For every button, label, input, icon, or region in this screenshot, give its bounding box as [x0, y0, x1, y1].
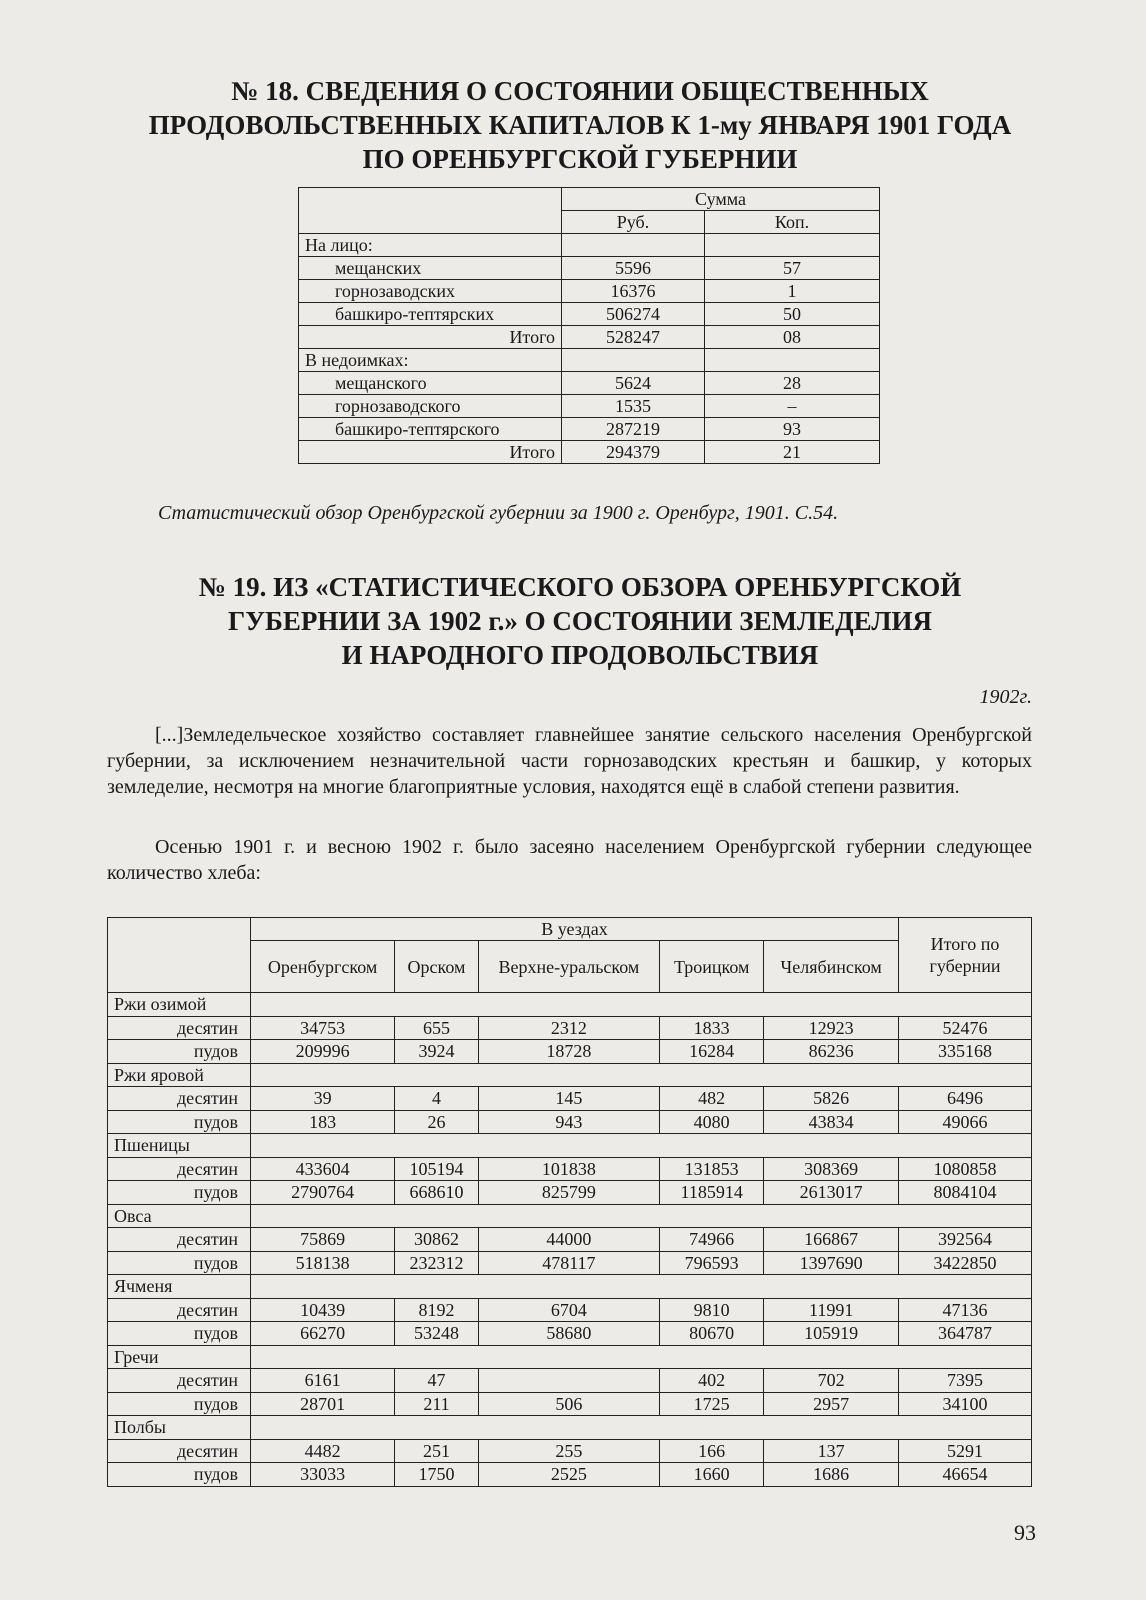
paragraph: Осенью 1901 г. и весною 1902 г. было засеяно населением Оренбургской губернии следующее количество хлеба:	[107, 836, 1032, 884]
value-cell: 166	[660, 1439, 764, 1463]
empty-cell	[660, 1345, 764, 1369]
empty-cell	[660, 1416, 764, 1440]
empty-cell	[251, 1134, 395, 1158]
kop-value: 08	[705, 326, 880, 349]
empty-cell	[395, 1345, 479, 1369]
value-cell: 11991	[764, 1298, 899, 1322]
empty-cell	[395, 993, 479, 1017]
row-label: башкиро-тептярского	[299, 418, 562, 441]
value-cell: 3924	[395, 1040, 479, 1064]
empty-cell	[251, 1275, 395, 1299]
row-label: Итого	[299, 326, 562, 349]
kop-value: 28	[705, 372, 880, 395]
district-header: Троицком	[660, 941, 764, 993]
table-row	[299, 257, 880, 280]
kop-value	[705, 349, 880, 372]
table-row	[299, 326, 880, 349]
kop-header: Коп.	[705, 211, 880, 234]
value-cell: 44000	[478, 1228, 659, 1252]
value-cell: 47136	[899, 1298, 1032, 1322]
crop-name: Овса	[108, 1204, 251, 1228]
value-cell	[478, 1369, 659, 1393]
sum-header: Сумма	[562, 188, 880, 211]
rub-value: 5624	[562, 372, 705, 395]
crop-group-row	[108, 1345, 1032, 1369]
unit-label: десятин	[108, 1157, 251, 1181]
value-cell: 30862	[395, 1228, 479, 1252]
crop-name: Пшеницы	[108, 1134, 251, 1158]
value-cell: 7395	[899, 1369, 1032, 1393]
paragraph: [...]Земледельческое хозяйство составляет главнейшее занятие сельского населения Оренбургской губернии, за исключением незначительной части горнозаводских крестьян и башкир, у которых земледелие, несмотря на многие благоприятные условия, находятся ещё в слабой степени развития.	[107, 724, 1032, 798]
value-cell: 166867	[764, 1228, 899, 1252]
empty-cell	[478, 1134, 659, 1158]
table-row	[299, 441, 880, 464]
value-cell: 1750	[395, 1463, 479, 1487]
empty-cell	[395, 1416, 479, 1440]
rub-value: 294379	[562, 441, 705, 464]
value-cell: 86236	[764, 1040, 899, 1064]
value-cell: 105194	[395, 1157, 479, 1181]
table-row	[299, 418, 880, 441]
value-cell: 4	[395, 1087, 479, 1111]
value-cell: 80670	[660, 1322, 764, 1346]
value-cell: 145	[478, 1087, 659, 1111]
value-cell: 255	[478, 1439, 659, 1463]
row-label: На лицо:	[299, 234, 562, 257]
row-label: горнозаводских	[299, 280, 562, 303]
rub-value	[562, 234, 705, 257]
value-cell: 8084104	[899, 1181, 1032, 1205]
row-label: мещанского	[299, 372, 562, 395]
empty-cell	[764, 1416, 899, 1440]
table-row	[108, 1392, 1032, 1416]
value-cell: 105919	[764, 1322, 899, 1346]
table-row	[108, 1087, 1032, 1111]
rub-value: 528247	[562, 326, 705, 349]
row-label: В недоимках:	[299, 349, 562, 372]
table-row	[108, 1228, 1032, 1252]
value-cell: 2613017	[764, 1181, 899, 1205]
row-label: Итого	[299, 441, 562, 464]
empty-cell	[764, 1063, 899, 1087]
rub-value: 287219	[562, 418, 705, 441]
value-cell: 75869	[251, 1228, 395, 1252]
empty-cell	[660, 1275, 764, 1299]
value-cell: 1725	[660, 1392, 764, 1416]
empty-cell	[764, 993, 899, 1017]
value-cell: 16284	[660, 1040, 764, 1064]
crop-name: Гречи	[108, 1345, 251, 1369]
empty-cell	[899, 1416, 1032, 1440]
empty-cell	[251, 1063, 395, 1087]
district-header: Оренбургском	[251, 941, 395, 993]
value-cell: 58680	[478, 1322, 659, 1346]
value-cell: 3422850	[899, 1251, 1032, 1275]
table-row	[108, 1322, 1032, 1346]
page-number: 93	[1014, 1520, 1036, 1545]
total-header: Итого по губернии	[899, 918, 1032, 993]
sown-grain-table	[107, 917, 1032, 1487]
value-cell: 482	[660, 1087, 764, 1111]
value-cell: 18728	[478, 1040, 659, 1064]
document-date: 1902г.	[979, 686, 1032, 708]
value-cell: 2957	[764, 1392, 899, 1416]
value-cell: 43834	[764, 1110, 899, 1134]
capital-table	[298, 187, 880, 464]
unit-label: десятин	[108, 1369, 251, 1393]
value-cell: 28701	[251, 1392, 395, 1416]
value-cell: 209996	[251, 1040, 395, 1064]
district-header: Орском	[395, 941, 479, 993]
value-cell: 34753	[251, 1016, 395, 1040]
value-cell: 137	[764, 1439, 899, 1463]
table-row	[108, 1016, 1032, 1040]
value-cell: 6704	[478, 1298, 659, 1322]
value-cell: 4080	[660, 1110, 764, 1134]
unit-label: пудов	[108, 1392, 251, 1416]
value-cell: 1686	[764, 1463, 899, 1487]
table-row	[108, 1040, 1032, 1064]
value-cell: 1397690	[764, 1251, 899, 1275]
crop-group-row	[108, 993, 1032, 1017]
unit-label: десятин	[108, 1016, 251, 1040]
empty-cell	[899, 993, 1032, 1017]
value-cell: 1185914	[660, 1181, 764, 1205]
rub-value	[562, 349, 705, 372]
title-line: И НАРОДНОГО ПРОДОВОЛЬСТВИЯ	[341, 640, 819, 670]
value-cell: 2312	[478, 1016, 659, 1040]
empty-cell	[395, 1275, 479, 1299]
empty-cell	[395, 1134, 479, 1158]
value-cell: 251	[395, 1439, 479, 1463]
rub-value: 16376	[562, 280, 705, 303]
empty-cell	[478, 1416, 659, 1440]
doc19-title	[100, 570, 1060, 672]
empty-cell	[764, 1275, 899, 1299]
value-cell: 6161	[251, 1369, 395, 1393]
value-cell: 49066	[899, 1110, 1032, 1134]
empty-cell	[899, 1345, 1032, 1369]
value-cell: 402	[660, 1369, 764, 1393]
value-cell: 183	[251, 1110, 395, 1134]
value-cell: 2525	[478, 1463, 659, 1487]
kop-value: 1	[705, 280, 880, 303]
value-cell: 39	[251, 1087, 395, 1111]
empty-cell	[251, 993, 395, 1017]
crop-name: Ржи озимой	[108, 993, 251, 1017]
crop-name: Полбы	[108, 1416, 251, 1440]
value-cell: 308369	[764, 1157, 899, 1181]
value-cell: 518138	[251, 1251, 395, 1275]
value-cell: 33033	[251, 1463, 395, 1487]
empty-cell	[478, 1063, 659, 1087]
unit-label: пудов	[108, 1110, 251, 1134]
value-cell: 1080858	[899, 1157, 1032, 1181]
empty-cell	[899, 1063, 1032, 1087]
empty-cell	[478, 1204, 659, 1228]
value-cell: 12923	[764, 1016, 899, 1040]
empty-cell	[660, 1063, 764, 1087]
crop-group-row	[108, 1204, 1032, 1228]
value-cell: 232312	[395, 1251, 479, 1275]
value-cell: 392564	[899, 1228, 1032, 1252]
empty-cell	[478, 1345, 659, 1369]
district-header: Челябинском	[764, 941, 899, 993]
row-label: мещанских	[299, 257, 562, 280]
crop-group-row	[108, 1416, 1032, 1440]
value-cell: 9810	[660, 1298, 764, 1322]
value-cell: 74966	[660, 1228, 764, 1252]
value-cell: 825799	[478, 1181, 659, 1205]
kop-value: 57	[705, 257, 880, 280]
value-cell: 364787	[899, 1322, 1032, 1346]
value-cell: 5826	[764, 1087, 899, 1111]
group-header: В уездах	[251, 918, 899, 941]
value-cell: 26	[395, 1110, 479, 1134]
unit-label: пудов	[108, 1251, 251, 1275]
unit-label: десятин	[108, 1087, 251, 1111]
table-row	[299, 372, 880, 395]
empty-cell	[395, 1204, 479, 1228]
kop-value: 50	[705, 303, 880, 326]
unit-label: пудов	[108, 1040, 251, 1064]
row-label: горнозаводского	[299, 395, 562, 418]
value-cell: 433604	[251, 1157, 395, 1181]
value-cell: 53248	[395, 1322, 479, 1346]
title-line: ГУБЕРНИИ ЗА 1902 г.» О СОСТОЯНИИ ЗЕМЛЕДЕЛИЯ	[228, 606, 932, 636]
empty-cell	[899, 1204, 1032, 1228]
kop-value	[705, 234, 880, 257]
rub-value: 506274	[562, 303, 705, 326]
value-cell: 52476	[899, 1016, 1032, 1040]
value-cell: 1833	[660, 1016, 764, 1040]
value-cell: 5291	[899, 1439, 1032, 1463]
crop-group-row	[108, 1275, 1032, 1299]
rub-value: 5596	[562, 257, 705, 280]
table-row	[299, 234, 880, 257]
empty-cell	[899, 1275, 1032, 1299]
value-cell: 478117	[478, 1251, 659, 1275]
value-cell: 101838	[478, 1157, 659, 1181]
empty-cell	[660, 1204, 764, 1228]
crop-name: Ржи яровой	[108, 1063, 251, 1087]
table-row	[299, 349, 880, 372]
table-row	[108, 1439, 1032, 1463]
value-cell: 66270	[251, 1322, 395, 1346]
table-row	[108, 1298, 1032, 1322]
district-header: Верхне-уральском	[478, 941, 659, 993]
empty-cell	[660, 993, 764, 1017]
crop-group-row	[108, 1063, 1032, 1087]
value-cell: 655	[395, 1016, 479, 1040]
empty-cell	[251, 1416, 395, 1440]
empty-cell	[764, 1204, 899, 1228]
empty-cell	[899, 1134, 1032, 1158]
value-cell: 8192	[395, 1298, 479, 1322]
unit-label: пудов	[108, 1322, 251, 1346]
row-label: башкиро-тептярских	[299, 303, 562, 326]
title-line: № 19. ИЗ «СТАТИСТИЧЕСКОГО ОБЗОРА ОРЕНБУРГСКОЙ	[198, 572, 962, 602]
table-row	[108, 1110, 1032, 1134]
unit-label: пудов	[108, 1181, 251, 1205]
value-cell: 2790764	[251, 1181, 395, 1205]
unit-label: пудов	[108, 1463, 251, 1487]
source-citation: Статистический обзор Оренбургской губернии за 1900 г. Оренбург, 1901. С.54.	[158, 502, 839, 524]
unit-label: десятин	[108, 1439, 251, 1463]
rub-value: 1535	[562, 395, 705, 418]
value-cell: 47	[395, 1369, 479, 1393]
unit-label: десятин	[108, 1228, 251, 1252]
value-cell: 1660	[660, 1463, 764, 1487]
crop-name: Ячменя	[108, 1275, 251, 1299]
unit-label: десятин	[108, 1298, 251, 1322]
title-line: ПРОДОВОЛЬСТВЕННЫХ КАПИТАЛОВ К 1-му ЯНВАРЯ 1901 ГОДА	[148, 110, 1012, 140]
value-cell: 702	[764, 1369, 899, 1393]
empty-cell	[395, 1063, 479, 1087]
empty-cell	[660, 1134, 764, 1158]
value-cell: 34100	[899, 1392, 1032, 1416]
title-line: № 18. СВЕДЕНИЯ О СОСТОЯНИИ ОБЩЕСТВЕННЫХ	[231, 76, 929, 106]
table-row	[299, 395, 880, 418]
kop-value: 93	[705, 418, 880, 441]
value-cell: 211	[395, 1392, 479, 1416]
value-cell: 796593	[660, 1251, 764, 1275]
table-row	[108, 1251, 1032, 1275]
kop-value: –	[705, 395, 880, 418]
table-row	[108, 1157, 1032, 1181]
value-cell: 131853	[660, 1157, 764, 1181]
value-cell: 4482	[251, 1439, 395, 1463]
doc18-title	[100, 74, 1060, 176]
value-cell: 10439	[251, 1298, 395, 1322]
empty-cell	[764, 1134, 899, 1158]
empty-cell	[251, 1204, 395, 1228]
value-cell: 943	[478, 1110, 659, 1134]
table-row	[299, 280, 880, 303]
crop-group-row	[108, 1134, 1032, 1158]
empty-cell	[251, 1345, 395, 1369]
empty-cell	[478, 1275, 659, 1299]
rub-header: Руб.	[562, 211, 705, 234]
value-cell: 668610	[395, 1181, 479, 1205]
title-line: ПО ОРЕНБУРГСКОЙ ГУБЕРНИИ	[362, 144, 798, 174]
empty-cell	[764, 1345, 899, 1369]
value-cell: 46654	[899, 1463, 1032, 1487]
table-row	[108, 1463, 1032, 1487]
table-row	[108, 1181, 1032, 1205]
value-cell: 335168	[899, 1040, 1032, 1064]
kop-value: 21	[705, 441, 880, 464]
empty-cell	[478, 993, 659, 1017]
table-row	[108, 1369, 1032, 1393]
value-cell: 506	[478, 1392, 659, 1416]
value-cell: 6496	[899, 1087, 1032, 1111]
table-row	[299, 303, 880, 326]
